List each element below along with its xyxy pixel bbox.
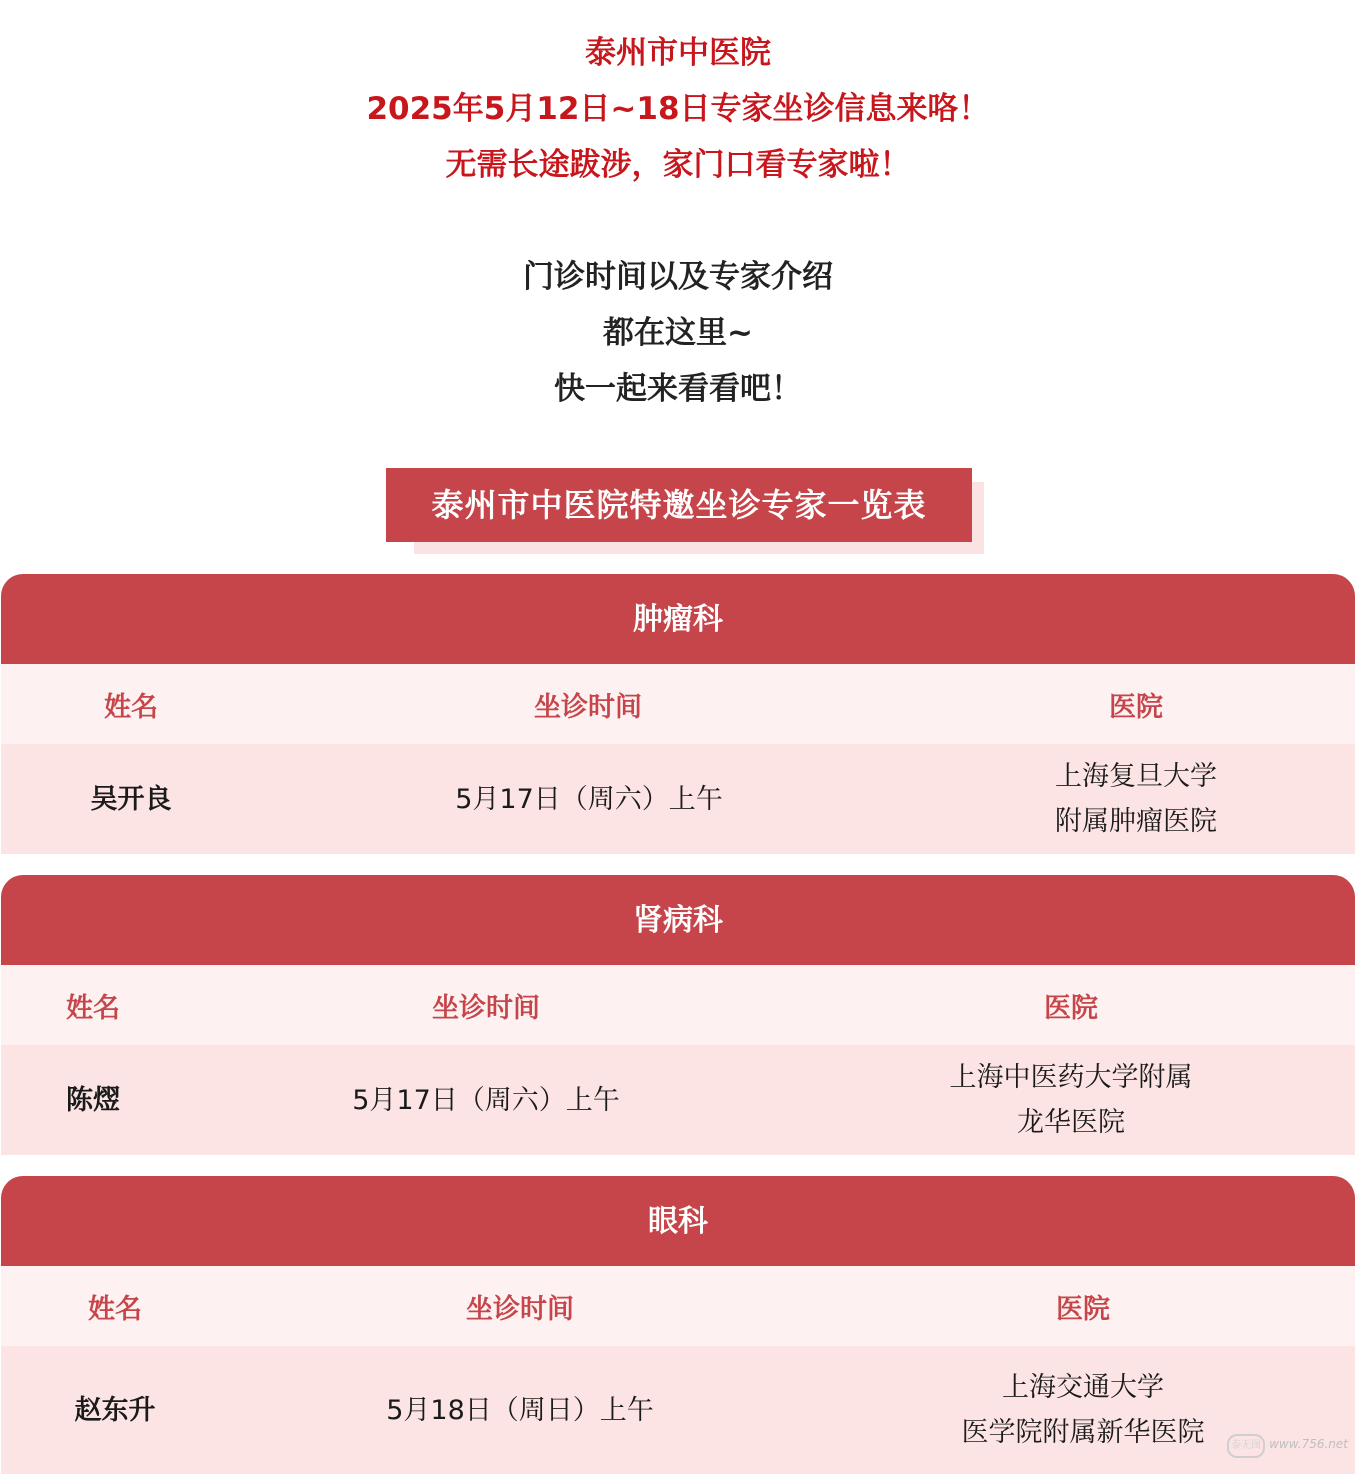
table-row [1,1346,1355,1474]
col-name-header: 姓名 [66,992,120,1024]
dept-section-ophthalmology [1,1176,1355,1474]
clinic-time: 5月18日（周日）上午 [386,1394,654,1426]
intro-line-3: 快一起来看看吧！ [554,371,802,407]
col-time-header: 坐诊时间 [466,1293,574,1325]
doctor-name: 陈熤 [66,1084,120,1116]
column-header-row [1,664,1355,744]
hospital-name: 上海复旦大学 附属肿瘤医院 [1055,761,1217,837]
list-title: 泰州市中医院特邀坐诊专家一览表 [386,468,972,542]
dept-section-oncology [1,574,1355,854]
clinic-time: 5月17日（周六）上午 [352,1084,620,1116]
list-title-banner [386,468,986,554]
column-header-row [1,1266,1355,1346]
col-hospital-header: 医院 [1109,691,1163,723]
dept-section-nephrology [1,875,1355,1155]
table-row [1,744,1355,854]
intro-dark-text [0,249,1356,417]
doctor-name: 赵东升 [74,1394,156,1426]
dept-header: 眼科 [1,1176,1355,1266]
intro-date-line: 2025年5月12日~18日专家坐诊信息来咯！ [366,91,990,127]
intro-slogan-line: 无需长途跋涉，家门口看专家啦！ [445,147,911,183]
table-row [1,1045,1355,1155]
col-name-header: 姓名 [88,1293,142,1325]
col-time-header: 坐诊时间 [534,691,642,723]
col-time-header: 坐诊时间 [432,992,540,1024]
col-hospital-header: 医院 [1044,992,1098,1024]
intro-line-1: 门诊时间以及专家介绍 [523,259,833,295]
hospital-name: 上海交通大学 医学院附属新华医院 [961,1372,1205,1448]
watermark [1227,1434,1348,1458]
intro-line-2: 都在这里~ [603,315,753,351]
clinic-time: 5月17日（周六）上午 [455,783,723,815]
dept-header: 肾病科 [1,875,1355,965]
watermark-text: www.756.net [1269,1437,1348,1451]
column-header-row [1,965,1355,1045]
watermark-logo-icon: 泰无图 [1227,1434,1265,1458]
col-hospital-header: 医院 [1056,1293,1110,1325]
intro-red-text [0,25,1356,193]
intro-hospital-name: 泰州市中医院 [585,35,771,71]
dept-header: 肿瘤科 [1,574,1355,664]
doctor-name: 吴开良 [90,783,172,815]
col-name-header: 姓名 [104,691,158,723]
hospital-name: 上海中医药大学附属 龙华医院 [949,1062,1193,1138]
